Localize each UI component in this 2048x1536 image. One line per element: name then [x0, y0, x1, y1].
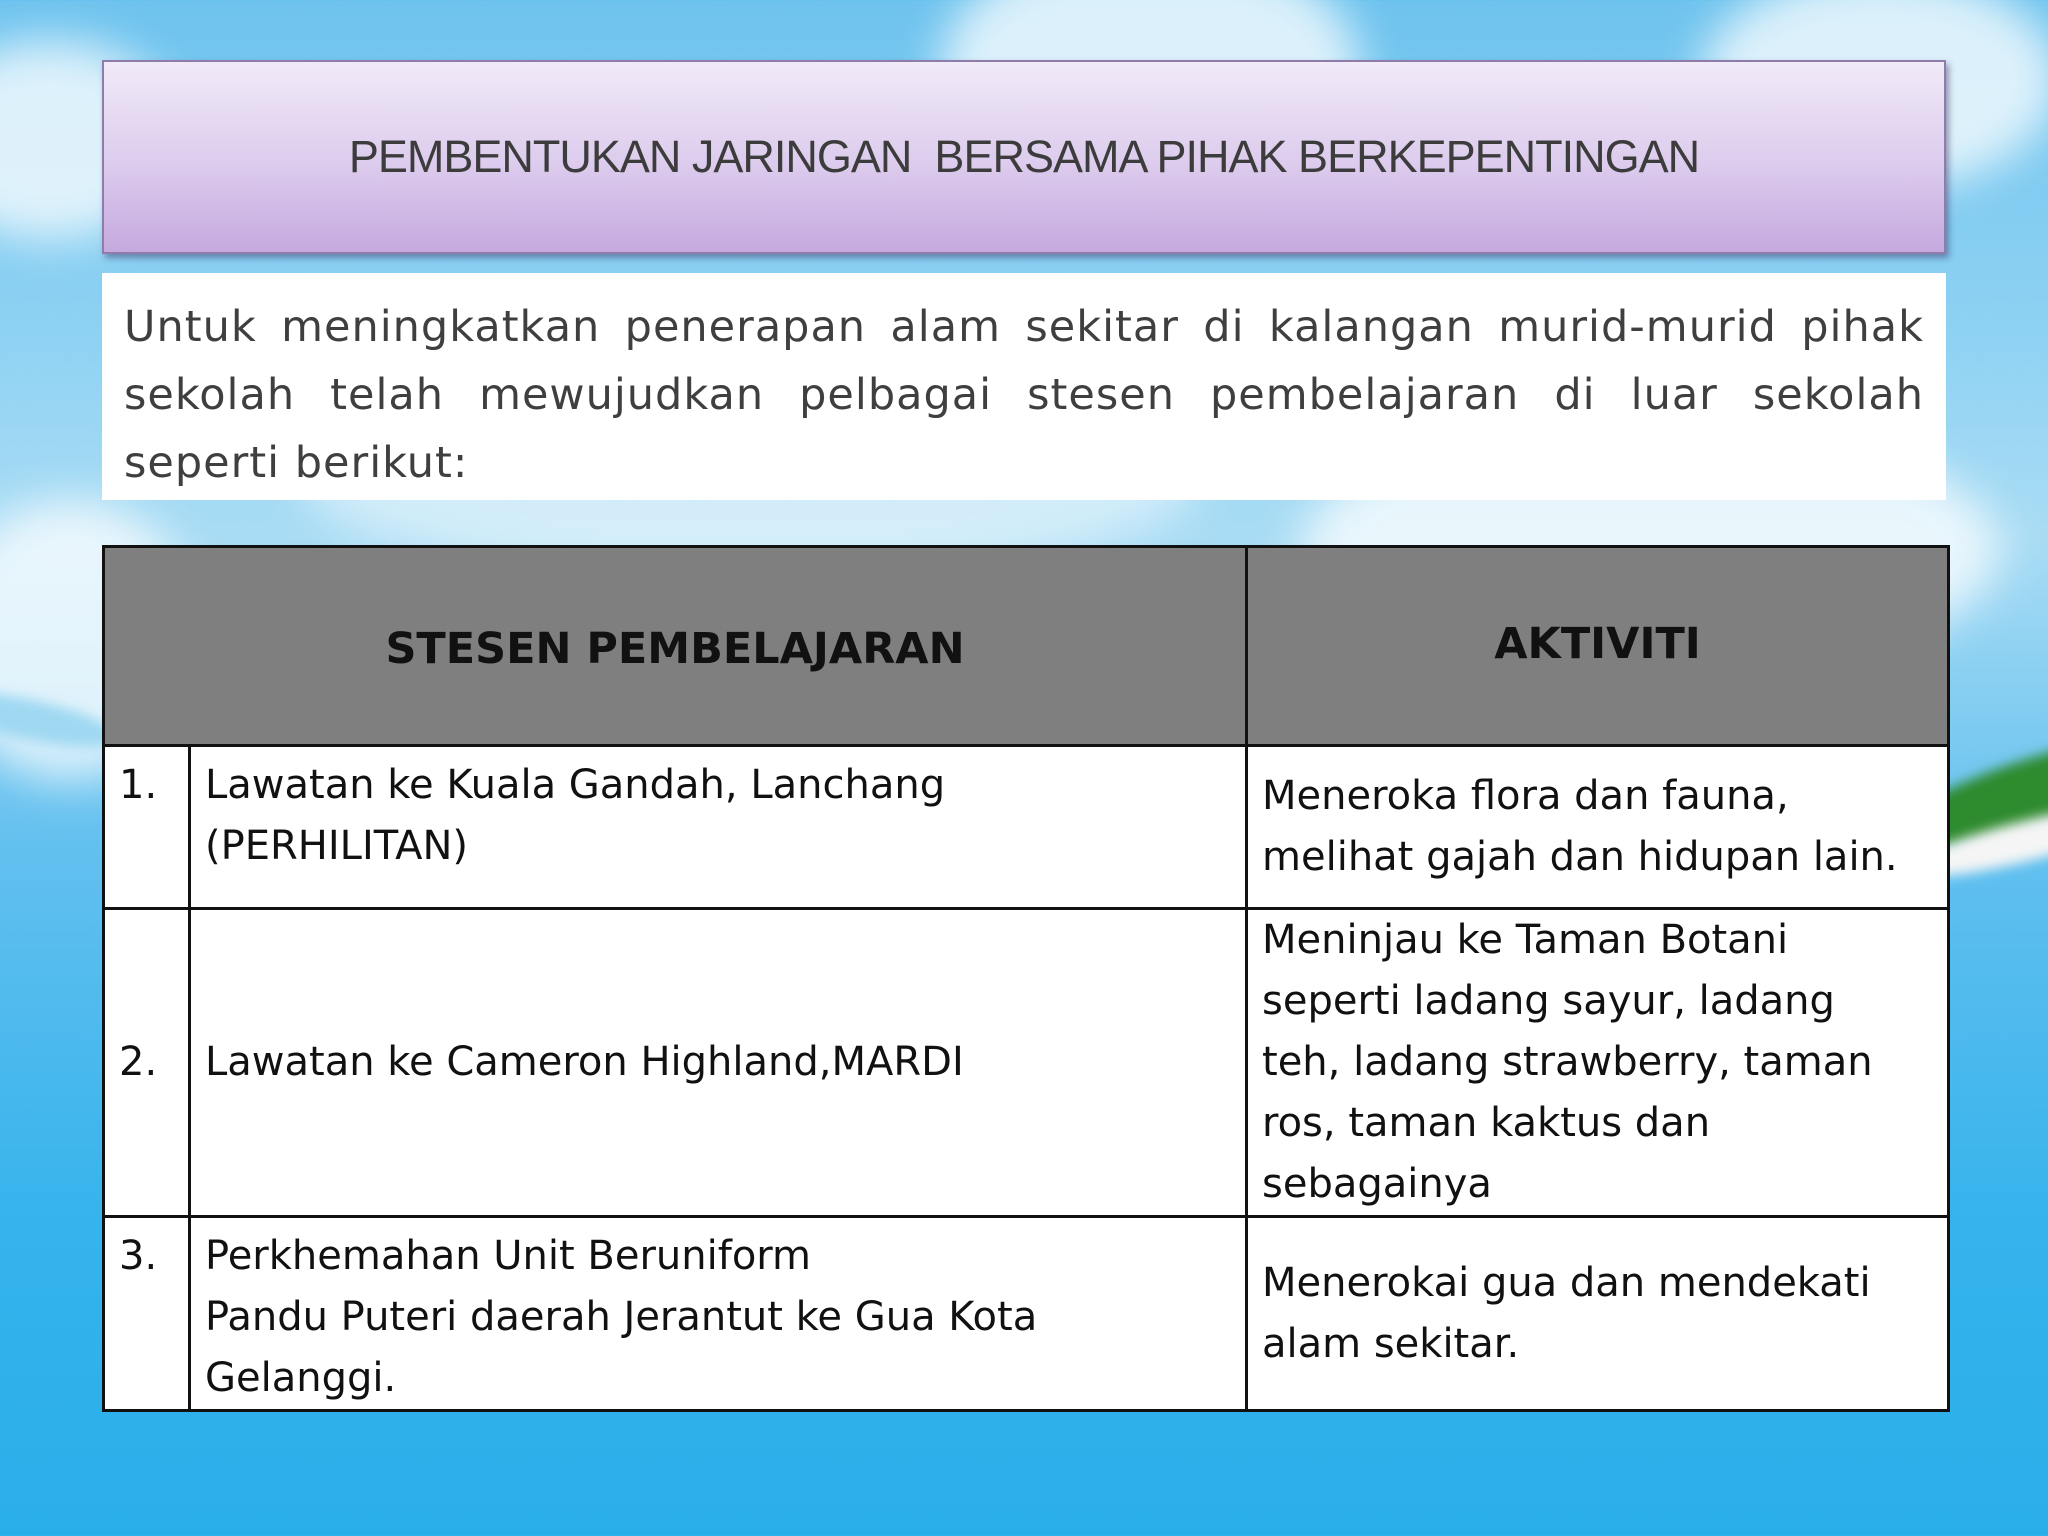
station-line: Pandu Puteri daerah Jerantut ke Gua Kota [205, 1294, 1038, 1340]
activity-line: ros, taman kaktus dan [1262, 1100, 1711, 1146]
activity-line: Meninjau ke Taman Botani [1262, 917, 1789, 963]
activity-line: sebagainya [1262, 1161, 1492, 1207]
intro-panel [102, 273, 1946, 500]
header-activity: AKTIVITI [1247, 547, 1949, 746]
activity-cell [1247, 1217, 1949, 1411]
station-cell [190, 909, 1247, 1217]
station-line: Lawatan ke Cameron Highland,MARDI [205, 1039, 964, 1085]
activity-cell [1247, 909, 1949, 1217]
slide-title: PEMBENTUKAN JARINGAN BERSAMA PIHAK BERKEPENTINGAN [348, 131, 1700, 182]
row-number: 1. [104, 746, 190, 909]
station-line: (PERHILITAN) [205, 823, 468, 869]
table-row [104, 1217, 1949, 1411]
activity-line: alam sekitar. [1262, 1320, 1520, 1367]
intro-paragraph: Untuk meningkatkan penerapan alam sekitar di kalangan murid-murid pihak sekolah telah mewujudkan pelbagai stesen pembelajaran di luar sekolah seperti berikut: [124, 302, 1924, 488]
activity-line: teh, ladang strawberry, taman [1262, 1039, 1873, 1085]
row-number: 2. [104, 909, 190, 1217]
table-row [104, 909, 1949, 1217]
row-number: 3. [104, 1217, 190, 1411]
activity-line: Menerokai gua dan mendekati [1262, 1259, 1871, 1306]
activity-line: seperti ladang sayur, ladang [1262, 978, 1835, 1024]
activity-line: melihat gajah dan hidupan lain. [1262, 834, 1898, 880]
stations-table [102, 545, 1950, 1412]
station-line: Lawatan ke Kuala Gandah, Lanchang [205, 762, 946, 808]
header-station: STESEN PEMBELAJARAN [104, 547, 1247, 746]
table-header-row [104, 547, 1949, 746]
station-cell [190, 746, 1247, 909]
station-line: Gelanggi. [205, 1355, 397, 1401]
title-banner [102, 60, 1946, 254]
table-row [104, 746, 1949, 909]
activity-line: Meneroka flora dan fauna, [1262, 773, 1789, 819]
station-cell [190, 1217, 1247, 1411]
station-line: Perkhemahan Unit Beruniform [205, 1233, 811, 1279]
activity-cell [1247, 746, 1949, 909]
